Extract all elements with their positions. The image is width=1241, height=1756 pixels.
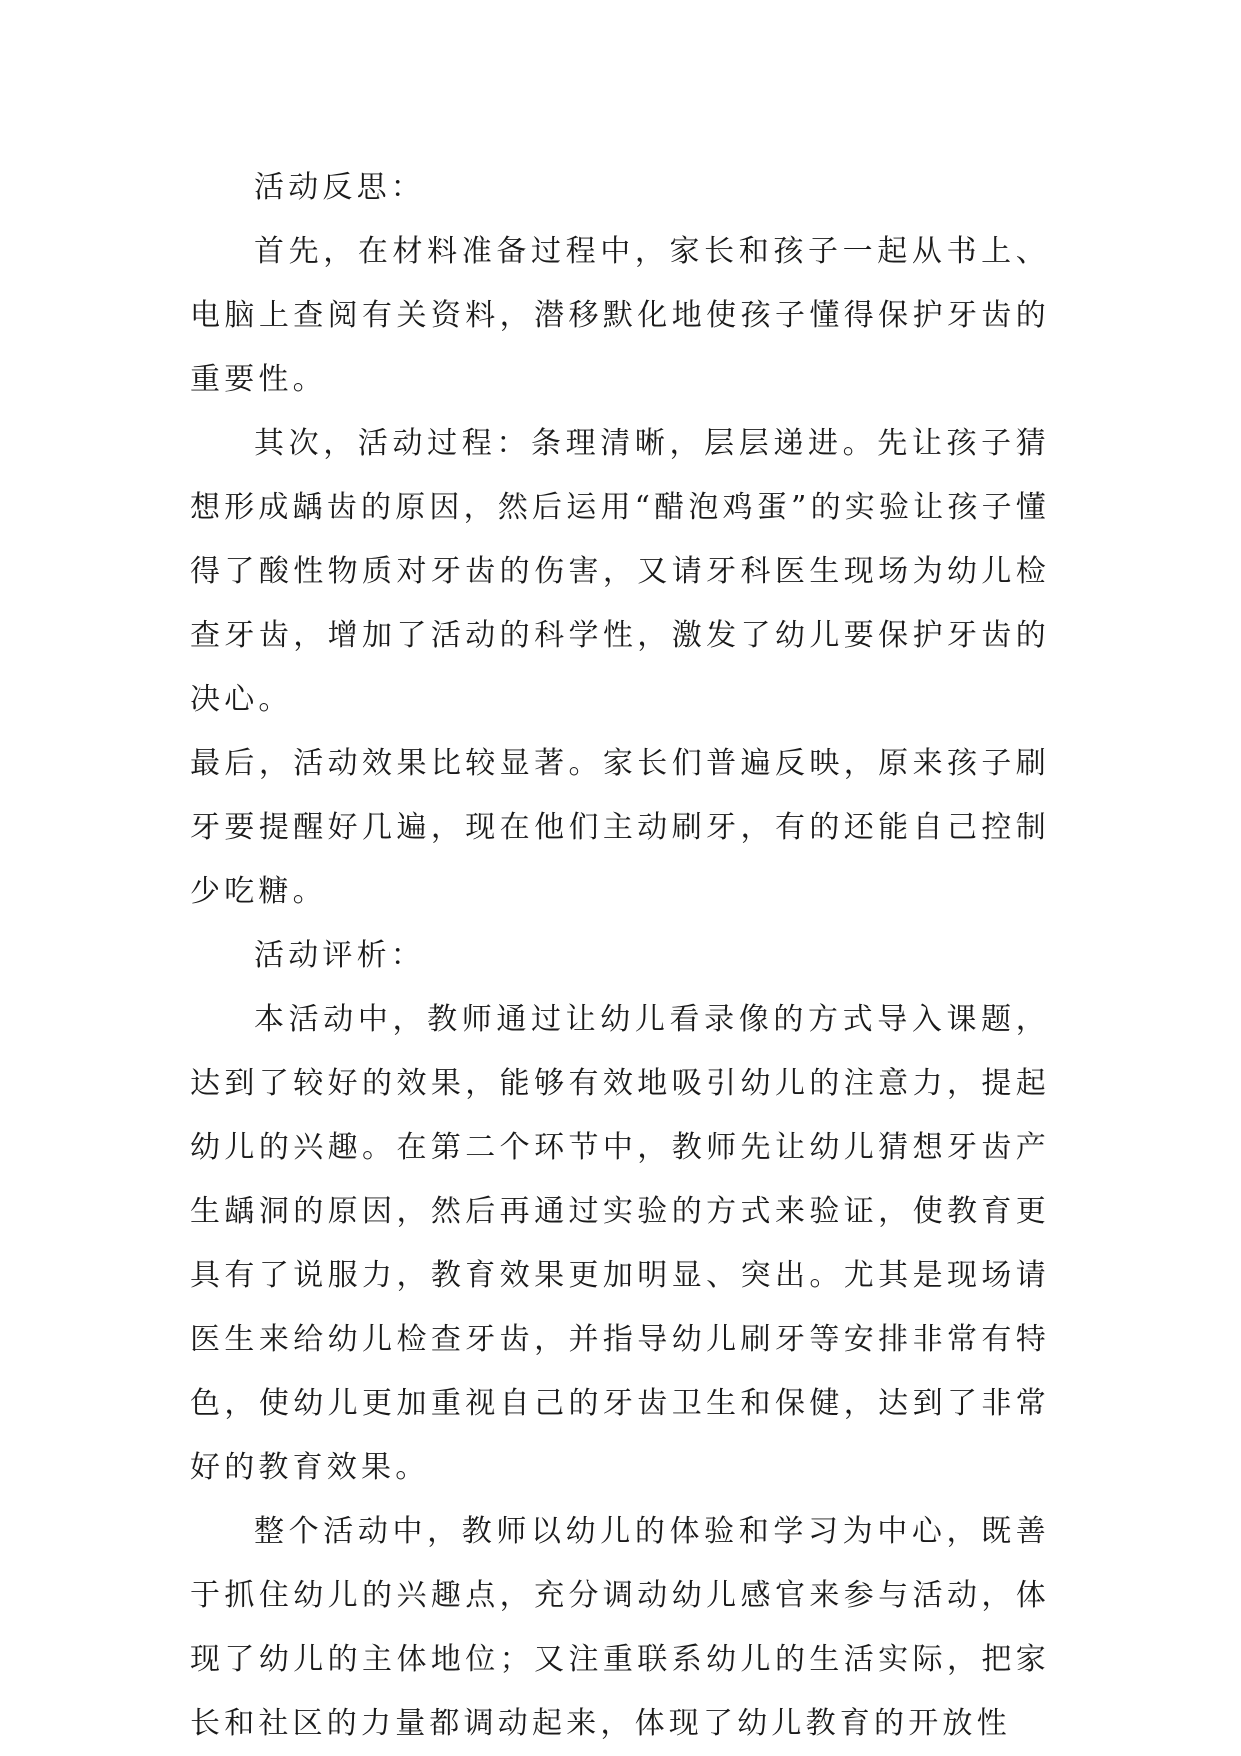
paragraph-analysis-summary: 整个活动中，教师以幼儿的体验和学习为中心，既善于抓住幼儿的兴趣点，充分调动幼儿感官来参与活动，体现了幼儿的主体地位；又注重联系幼儿的生活实际，把家长和社区的力量都调动起来，体现了幼儿教育的开放性: [190, 1514, 1050, 1741]
section-heading-analysis: 活动评析：: [254, 938, 425, 973]
paragraph-activity-effect: 最后，活动效果比较显著。家长们普遍反映，原来孩子刷牙要提醒好几遍，现在他们主动刷牙，有的还能自己控制少吃糖。: [190, 746, 1050, 909]
paragraph-material-preparation: 首先，在材料准备过程中，家长和孩子一起从书上、电脑上查阅有关资料，潜移默化地使孩子懂得保护牙齿的重要性。: [190, 234, 1050, 397]
document-body: [190, 156, 1050, 1756]
paragraph-activity-process: 其次，活动过程：条理清晰，层层递进。先让孩子猜想形成龋齿的原因，然后运用“醋泡鸡蛋”的实验让孩子懂得了酸性物质对牙齿的伤害，又请牙科医生现场为幼儿检查牙齿，增加了活动的科学性，激发了幼儿要保护牙齿的决心。: [190, 426, 1050, 717]
section-heading-reflection: 活动反思：: [254, 170, 425, 205]
paragraph-analysis-main: 本活动中，教师通过让幼儿看录像的方式导入课题，达到了较好的效果，能够有效地吸引幼儿的注意力，提起幼儿的兴趣。在第二个环节中，教师先让幼儿猜想牙齿产生龋洞的原因，然后再通过实验的方式来验证，使教育更具有了说服力，教育效果更加明显、突出。尤其是现场请医生来给幼儿检查牙齿，并指导幼儿刷牙等安排非常有特色，使幼儿更加重视自己的牙齿卫生和保健，达到了非常好的教育效果。: [190, 1002, 1050, 1485]
